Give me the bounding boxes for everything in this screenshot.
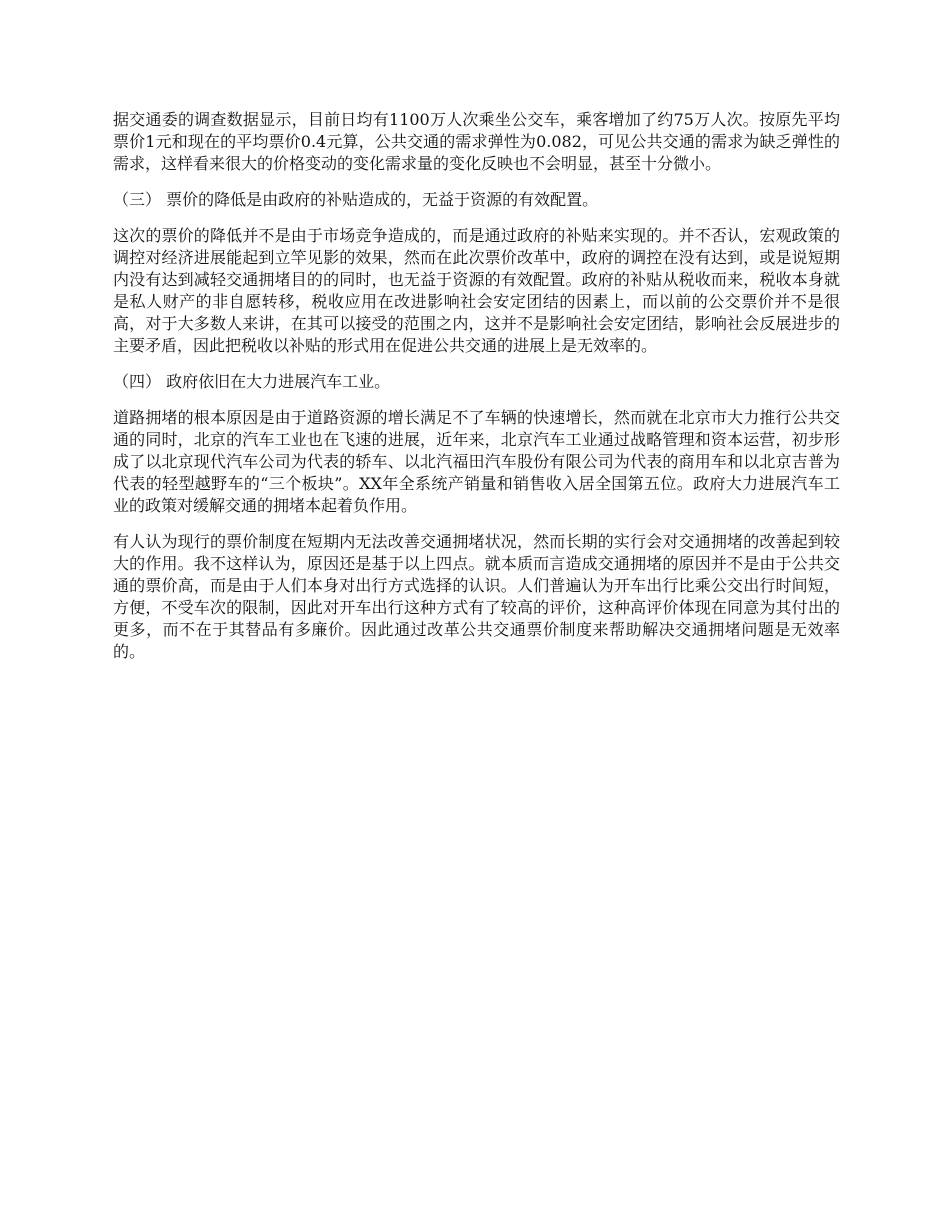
paragraph-ridership-data: 据交通委的调查数据显示，目前日均有1100万人次乘坐公交车，乘客增加了约75万人次。按原先平均票价1元和现在的平均票价0.4元算，公共交通的需求弹性为0.082，可见公共交通的需求为缺乏弹性的需求，这样看来很大的价格变动的变化需求量的变化反映也不会明显，甚至十分微小。 (113, 110, 840, 173)
section-heading-three: （三） 票价的降低是由政府的补贴造成的，无益于资源的有效配置。 (113, 190, 599, 209)
paragraph-auto-industry: 道路拥堵的根本原因是由于道路资源的增长满足不了车辆的快速增长，然而就在北京市大力推行公共交通的同时，北京的汽车工业也在飞速的进展，近年来，北京汽车工业通过战略管理和资本运营，初步形成了以北京现代汽车公司为代表的轿车、以北汽福田汽车股份有限公司为代表的商用车和以北京吉普为代表的轻型越野车的“三个板块”。XX年全系统产销量和销售收入居全国第五位。政府大力进展汽车工业的政策对缓解交通的拥堵本起着负作用。 (113, 408, 840, 515)
document-body (113, 109, 840, 677)
paragraph-conclusion: 有人认为现行的票价制度在短期内无法改善交通拥堵状况，然而长期的实行会对交通拥堵的改善起到较大的作用。我不这样认为，原因还是基于以上四点。就本质而言造成交通拥堵的原因并不是由于公共交通的票价高，而是由于人们本身对出行方式选择的认识。人们普遍认为开车出行比乘公交出行时间短，方便，不受车次的限制，因此对开车出行这种方式有了较高的评价，这种高评价体现在同意为其付出的更多，而不在于其替品有多廉价。因此通过改革公共交通票价制度来帮助解决交通拥堵问题是无效率的。 (113, 532, 840, 661)
paragraph-subsidy: 这次的票价的降低并不是由于市场竞争造成的，而是通过政府的补贴来实现的。并不否认，宏观政策的调控对经济进展能起到立竿见影的效果，然而在此次票价改革中，政府的调控在没有达到，或是说短期内没有达到减轻交通拥堵目的的同时，也无益于资源的有效配置。政府的补贴从税收而来，税收本身就是私人财产的非自愿转移，税收应用在改进影响社会安定团结的因素上，而以前的公交票价并不是很高，对于大多数人来讲，在其可以接受的范围之内，这并不是影响社会安定团结，影响社会反展进步的主要矛盾，因此把税收以补贴的形式用在促进公共交通的进展上是无效率的。 (113, 226, 840, 355)
section-heading-four: （四） 政府依旧在大力进展汽车工业。 (113, 372, 391, 391)
